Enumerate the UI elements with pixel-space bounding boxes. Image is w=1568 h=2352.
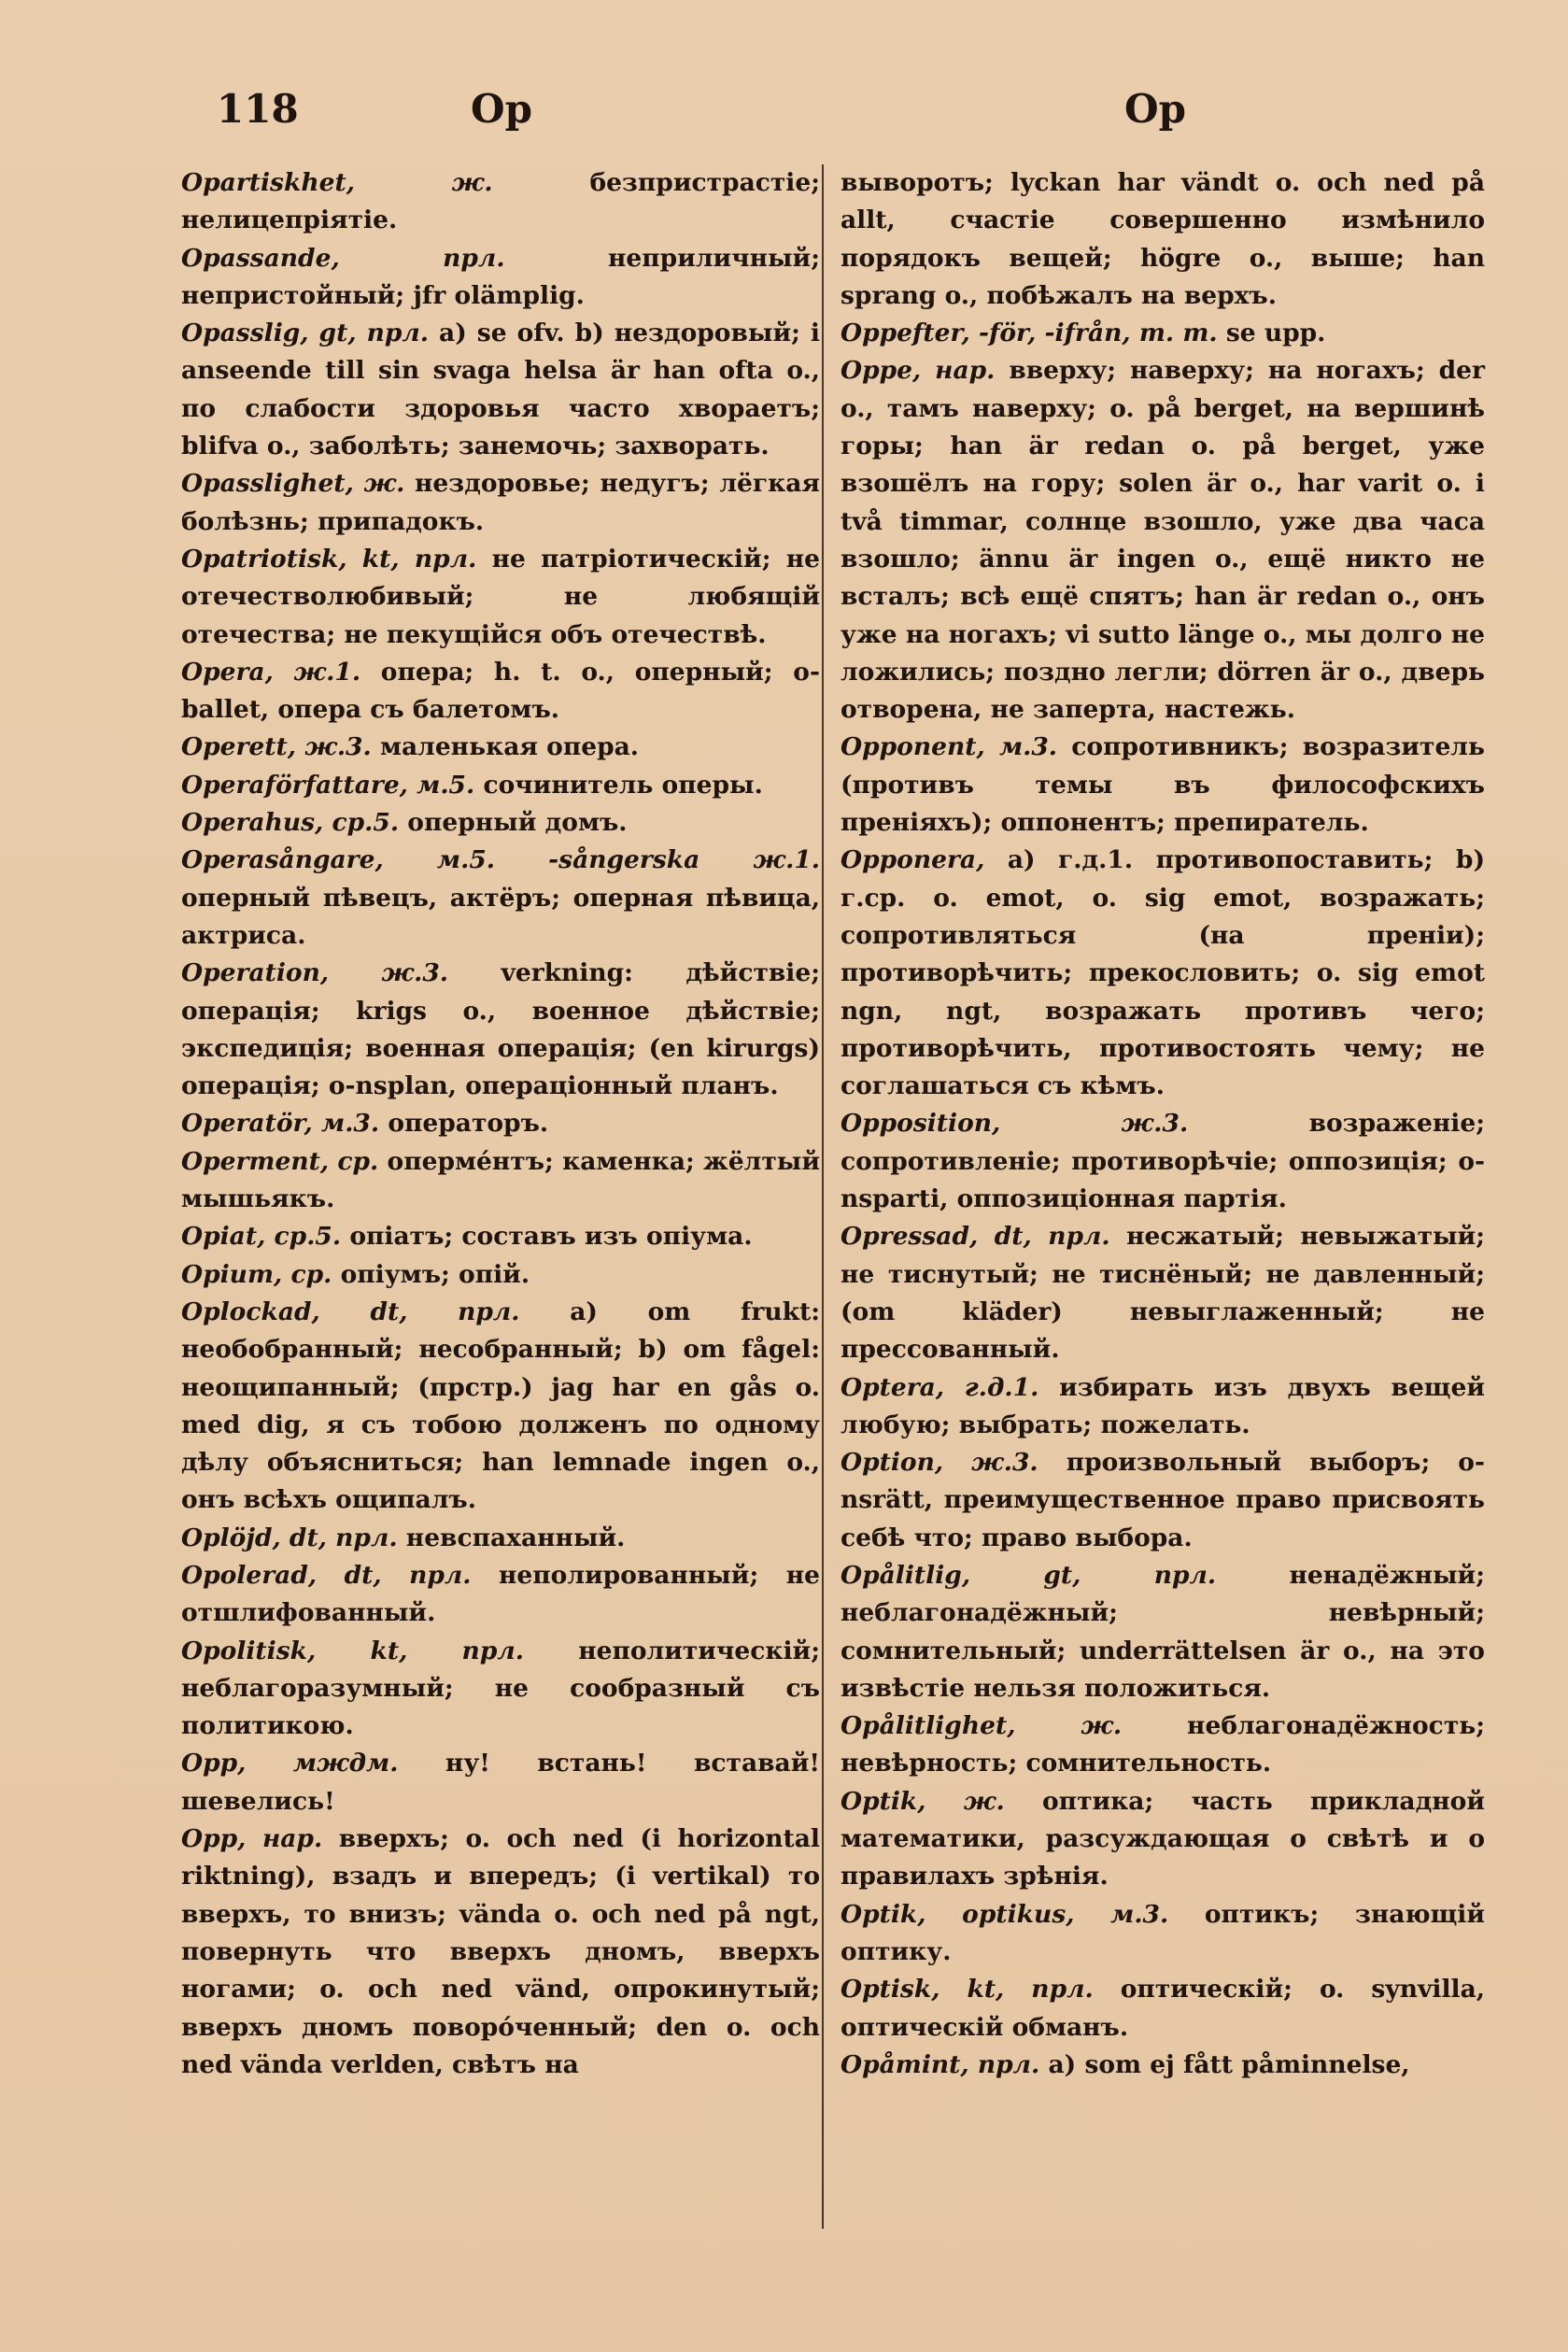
entry-definition: невспаханный. [397, 1523, 626, 1552]
entry-definition: se upp. [1217, 319, 1326, 348]
entry-headword: Oplockad, dt, прл. [181, 1296, 520, 1326]
entry-definition: опермéнтъ; каменка; жёлтый мышьякъ. [181, 1146, 820, 1214]
dictionary-entry [181, 804, 820, 842]
dictionary-entry [181, 1256, 820, 1294]
entry-headword: Opassande, прл. [181, 243, 505, 273]
dictionary-entry [181, 164, 820, 240]
entry-headword: Opressad, dt, прл. [841, 1222, 1110, 1252]
entry-definition: a) se ofv. b) нездоровый; i anseende till sin svaga helsa är han ofta o., по слабости здоровья часто хвораетъ; blifva o., заболѣть; занемочь; захворать. [181, 319, 820, 461]
entry-definition: не патріотическій; не отечестволюбивый; не любящій отечества; не пекущійся объ отечествѣ. [181, 544, 820, 649]
dictionary-entry [181, 1821, 820, 2084]
entry-headword: Opålitlig, gt, прл. [841, 1560, 1217, 1590]
entry-definition: произвольный выборъ; o-nsrätt, преимущественное право присвоять себѣ что; право выбора. [841, 1448, 1485, 1552]
entry-definition: опіатъ; составъ изъ опіума. [341, 1222, 753, 1252]
entry-headword: Operation, ж.3. [181, 958, 449, 988]
dictionary-entry [841, 1896, 1485, 1972]
dictionary-entry [181, 1294, 820, 1520]
entry-definition: безпристрастіе; нелицепріятіе. [181, 168, 821, 235]
entry-definition: verkning: дѣйствіе; операція; krigs o., военное дѣйствіе; экспедиція; военная операція; (en kirurgs) операція; o-nsplan, операціонный планъ. [181, 958, 820, 1101]
entry-headword: Operment, ср. [181, 1146, 379, 1176]
entry-definition: нездоровье; недугъ; лёгкая болѣзнь; припадокъ. [181, 469, 820, 536]
dictionary-entry [181, 1557, 820, 1633]
entry-headword: Opp, мждм. [181, 1749, 399, 1778]
entry-definition: ну! встань! вставай! шевелись! [181, 1749, 820, 1816]
entry-definition: неполированный; не отшлифованный. [181, 1560, 820, 1628]
entry-definition: операторъ. [379, 1109, 549, 1139]
entry-definition: вверху; наверху; на ногахъ; der o., тамъ наверху; o. på berget, на вершинѣ горы; han är redan o. på berget, уже взошёлъ на гору; solen är o., har varit o. i två timmar, солнце взошло, уже два часа взошло; ännu är ingen o., ещё никто не всталъ; всѣ ещё спятъ; han är redan o., онъ уже на ногахъ; vi sutto länge o., мы долго не ложились; поздно легли; dörren är o., дверь отворена, не заперта, настежь. [841, 356, 1485, 725]
right-column [841, 164, 1485, 2084]
entry-headword: Opatriotisk, kt, прл. [181, 544, 477, 574]
dictionary-entry [181, 541, 820, 654]
entry-definition: оптическій; o. synvilla, оптическій обманъ. [841, 1975, 1486, 2042]
entry-definition: опера; h. t. o., оперный; o-ballet, опера съ балетомъ. [181, 657, 820, 725]
entry-headword: Optera, г.д.1. [841, 1372, 1039, 1402]
entry-headword: Opartiskhet, ж. [181, 168, 493, 197]
dictionary-entry [181, 1745, 820, 1821]
dictionary-entry [181, 315, 820, 465]
entry-headword: Opp, нар. [181, 1824, 323, 1854]
entry-headword: Optisk, kt, прл. [841, 1975, 1094, 2005]
dictionary-entry [181, 1633, 820, 1746]
entry-definition: a) som ej fått påminnelse, [1039, 2049, 1410, 2079]
dictionary-entry [841, 1369, 1485, 1445]
dictionary-entry [181, 955, 820, 1105]
dictionary-entry [841, 1105, 1485, 1218]
dictionary-entry [841, 1444, 1485, 1557]
entry-definition: оперный домъ. [399, 808, 628, 838]
entry-headword: Opiat, ср.5. [181, 1222, 342, 1252]
dictionary-entry [181, 240, 820, 316]
entry-headword: Oplöjd, dt, прл. [181, 1523, 398, 1552]
entry-headword: Operasångare, м.5. -sångerska ж.1. [181, 845, 820, 875]
dictionary-entry [841, 1971, 1485, 2047]
entry-headword: Opolitisk, kt, прл. [181, 1636, 524, 1665]
dictionary-entry [841, 1557, 1485, 1707]
page-number: 118 [217, 86, 299, 132]
dictionary-entry [841, 1218, 1485, 1368]
entry-headword: Option, ж.3. [841, 1448, 1038, 1478]
entry-headword: Opasslig, gt, прл. [181, 319, 429, 348]
entry-definition: неполитическій; неблагоразумный; не сообразный съ политикою. [181, 1636, 820, 1741]
entry-headword: Opasslighet, ж. [181, 469, 405, 499]
dictionary-entry [841, 1707, 1485, 1783]
dictionary-entry [841, 2047, 1485, 2084]
entry-headword: Opera, ж.1. [181, 657, 361, 687]
entry-headword: Opponent, м.3. [841, 732, 1058, 762]
guide-word-right: Ор [1124, 86, 1186, 132]
entry-headword: Operatör, м.3. [181, 1109, 380, 1139]
entry-headword: Opolerad, dt, прл. [181, 1560, 472, 1590]
entry-headword: Oppefter, -för, -ifrån, m. m. [841, 319, 1218, 348]
dictionary-entry [181, 654, 820, 730]
dictionary-entry [841, 842, 1485, 1105]
dictionary-entry [181, 842, 820, 955]
entry-headword: Opposition, ж.3. [841, 1109, 1189, 1139]
entry-definition: сочинитель оперы. [474, 770, 763, 800]
entry-headword: Operett, ж.3. [181, 732, 372, 762]
entry-definition: выворотъ; lyckan har vändt o. och ned på allt, счастіе совершенно измѣнило порядокъ вещей; högre o., выше; han sprang o., побѣжалъ на верхъ. [841, 168, 1485, 310]
entry-definition: опіумъ; опій. [332, 1259, 530, 1289]
entry-headword: Opåmint, прл. [841, 2049, 1040, 2079]
entry-headword: Operahus, ср.5. [181, 808, 400, 838]
entry-headword: Opium, ср. [181, 1259, 332, 1289]
entry-headword: Opålitlighet, ж. [841, 1711, 1123, 1741]
entry-definition: возраженіе; сопротивленіе; противорѣчіе; оппозиція; o-nsparti, оппозиціонная партія. [841, 1109, 1485, 1214]
dictionary-entry [181, 1143, 820, 1219]
entry-definition: оперный пѣвецъ, актёръ; оперная пѣвица, актриса. [181, 883, 820, 950]
dictionary-entry [841, 729, 1485, 842]
dictionary-entry [181, 1520, 820, 1557]
dictionary-entry [841, 315, 1485, 352]
entry-headword: Opponera, [841, 845, 985, 875]
page-header [217, 86, 1512, 142]
dictionary-entry [841, 352, 1485, 729]
entry-definition: маленькая опера. [371, 732, 640, 762]
entry-headword: Optik, optikus, м.3. [841, 1899, 1169, 1929]
entry-definition: оптика; часть прикладной математики, разсуждающая о свѣтѣ и о правилахъ зрѣнія. [841, 1786, 1485, 1892]
entry-definition: неблагонадёжность; невѣрность; сомнительность. [841, 1711, 1486, 1778]
left-column [181, 164, 820, 2084]
entry-definition: избирать изъ двухъ вещей любую; выбрать; пожелать. [841, 1372, 1485, 1439]
dictionary-entry [841, 1783, 1485, 1896]
entry-definition: a) г.д.1. противопоставить; b) г.ср. o. emot, o. sig emot, возражать; сопротивляться (на преніи); противорѣчить; прекословить; o. sig emot ngn, ngt, возражать противъ чего; противорѣчить, противостоять чему; не соглашаться съ кѣмъ. [841, 845, 1485, 1101]
entry-definition: неприличный; непристойный; jfr olämplig. [181, 243, 820, 310]
dictionary-entry [181, 729, 820, 766]
entry-definition: вверхъ; o. och ned (i horizontal riktning), взадъ и впередъ; (i vertikal) то вверхъ, то внизъ; vända o. och ned på ngt, повернуть что вверхъ дномъ, вверхъ ногами; o. och ned vänd, опрокинутый; вверхъ дномъ поворóченный; den o. och ned vända verlden, свѣтъ на [181, 1824, 820, 2079]
dictionary-entry [841, 164, 1485, 315]
entry-definition: несжатый; невыжатый; не тиснутый; не тиснёный; не давленный; (om kläder) невыглаженный; не прессованный. [841, 1222, 1485, 1365]
entry-headword: Optik, ж. [841, 1786, 1005, 1816]
dictionary-entry [181, 465, 820, 541]
dictionary-entry [181, 767, 820, 804]
entry-definition: a) om frukt: необобранный; несобранный; b) om fågel: неощипанный; (прстр.) jag har en gås o. med dig, я съ тобою долженъ по одному дѣлу объясниться; han lemnade ingen o., онъ всѣхъ ощипалъ. [181, 1296, 820, 1515]
entry-definition: ненадёжный; неблагонадёжный; невѣрный; сомнительный; underrättelsen är o., на это извѣстіе нельзя положиться. [841, 1560, 1485, 1703]
column-divider [822, 164, 824, 2229]
entry-definition: оптикъ; знающій оптику. [841, 1899, 1485, 1966]
entry-definition: сопротивникъ; возразитель (противъ темы въ философскихъ преніяхъ); оппонентъ; препиратель. [841, 732, 1485, 838]
guide-word-left: Ор [471, 86, 532, 132]
dictionary-entry [181, 1105, 820, 1142]
entry-headword: Operaförfattare, м.5. [181, 770, 475, 800]
entry-headword: Oppe, нар. [841, 356, 996, 386]
dictionary-entry [181, 1218, 820, 1255]
